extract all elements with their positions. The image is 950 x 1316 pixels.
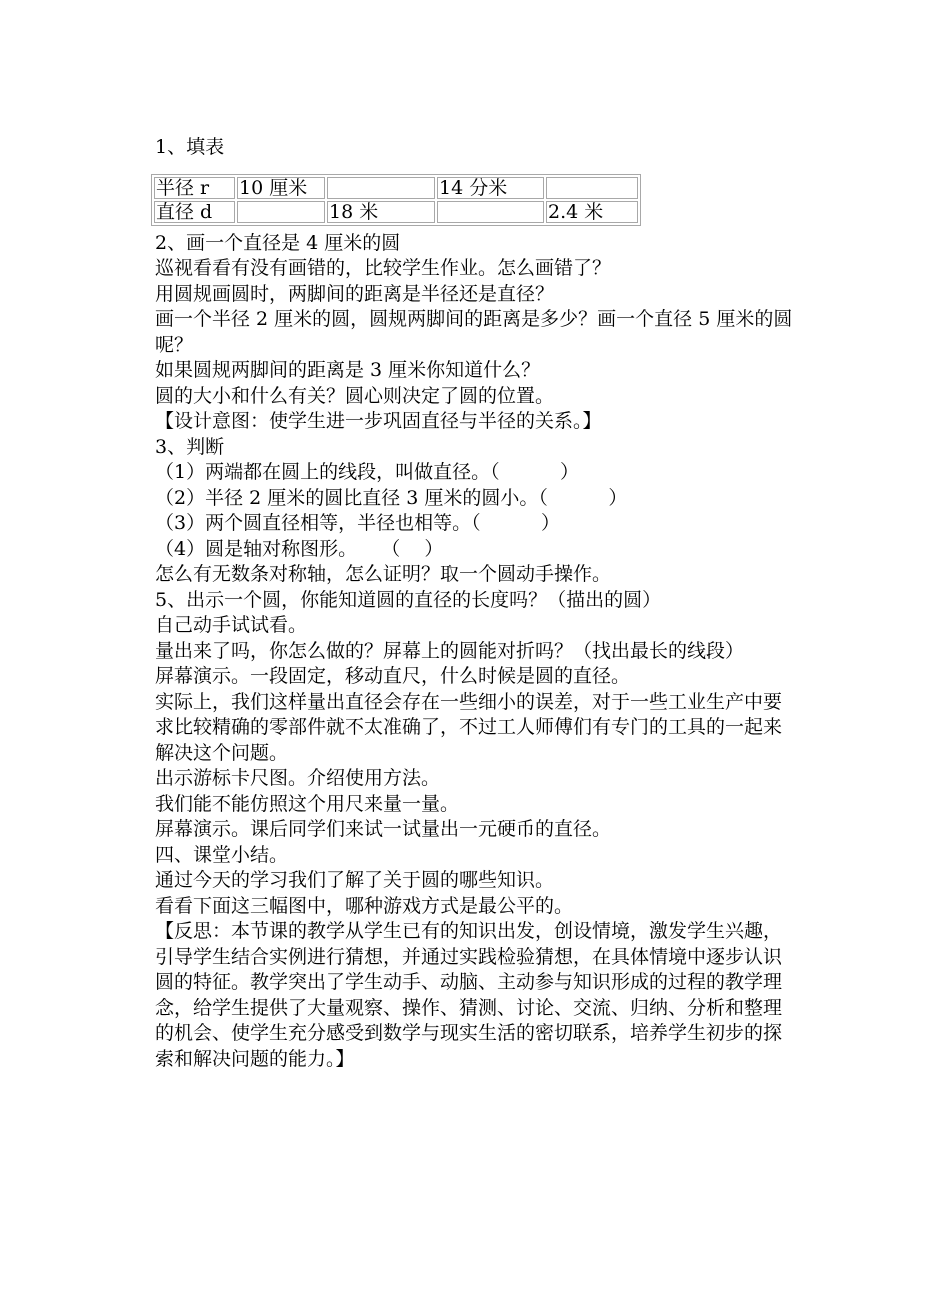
paragraph: 屏幕演示。课后同学们来试一试量出一元硬币的直径。 <box>155 818 612 840</box>
paragraph: 通过今天的学习我们了解了关于圆的哪些知识。 <box>155 869 555 891</box>
paragraph: 屏幕演示。一段固定，移动直尺，什么时候是圆的直径。 <box>155 665 631 687</box>
fill-in-table <box>151 174 641 226</box>
section-5-title: 5、出示一个圆，你能知道圆的直径的长度吗？（描出的圆） <box>155 588 662 611</box>
paragraph: 如果圆规两脚间的距离是 3 厘米你知道什么？ <box>155 359 541 381</box>
paragraph: 看看下面这三幅图中，哪种游戏方式是最公平的。 <box>155 894 574 917</box>
section-3-title: 3、判断 <box>155 435 225 458</box>
table-cell: 10 厘米 <box>237 177 325 199</box>
paragraph: 巡视看看有没有画错的，比较学生作业。怎么画错了？ <box>155 257 612 279</box>
paragraph: 自己动手试试看。 <box>155 614 308 636</box>
section-1-title: 1、填表 <box>155 136 225 158</box>
paragraph: 实际上，我们这样量出直径会存在一些细小的误差，对于一些工业生产中要求比较精确的零部件就不太准确了，不过工人师傅们有专门的工具的一起来解决这个问题。 <box>155 690 783 764</box>
reflection-note: 【反思：本节课的教学从学生已有的知识出发，创设情境，激发学生兴趣，引导学生结合实例进行猜想，并通过实践检验猜想，在具体情境中逐步认识圆的特征。教学突出了学生动手、动脑、主动参与知识形成的过程的教学理念，给学生提供了大量观察、操作、猜测、讨论、交流、归纳、分析和整理的机会、使学生充分感受到数学与现实生活的密切联系，培养学生初步的探索和解决问题的能力。】 <box>155 920 783 1070</box>
section-2-title: 2、画一个直径是 4 厘米的圆 <box>155 231 401 254</box>
table-cell: 14 分米 <box>437 177 544 199</box>
paragraph: 用圆规画圆时，两脚间的距离是半径还是直径？ <box>155 282 555 305</box>
table-row-radius <box>154 177 638 199</box>
table-cell: 直径 d <box>154 201 235 223</box>
document-page <box>155 135 815 1072</box>
paragraph: 圆的大小和什么有关？圆心则决定了圆的位置。 <box>155 384 555 407</box>
table-cell <box>237 201 325 223</box>
judgement-item: （2）半径 2 厘米的圆比直径 3 厘米的圆小。（ ） <box>155 486 628 509</box>
paragraph: 量出来了吗，你怎么做的？屏幕上的圆能对折吗？（找出最长的线段） <box>155 639 745 662</box>
table-cell: 半径 r <box>154 177 235 199</box>
paragraph: 我们能不能仿照这个用尺来量一量。 <box>155 792 460 815</box>
design-intent-note: 【设计意图：使学生进一步巩固直径与半径的关系。】 <box>155 410 602 432</box>
table-row-diameter <box>154 201 638 223</box>
table-cell <box>327 177 435 199</box>
table-cell <box>437 201 544 223</box>
paragraph: 画一个半径 2 厘米的圆，圆规两脚间的距离是多少？画一个直径 5 厘米的圆呢？ <box>155 308 793 356</box>
table-cell: 2.4 米 <box>546 201 638 223</box>
judgement-item: （3）两个圆直径相等，半径也相等。（ ） <box>155 512 560 534</box>
table-cell: 18 米 <box>327 201 435 223</box>
paragraph: 怎么有无数条对称轴，怎么证明？取一个圆动手操作。 <box>155 563 612 585</box>
paragraph: 出示游标卡尺图。介绍使用方法。 <box>155 767 441 789</box>
judgement-item: （4）圆是轴对称图形。 （ ） <box>155 537 444 560</box>
table-cell <box>546 177 638 199</box>
section-summary-title: 四、课堂小结。 <box>155 843 289 866</box>
judgement-item: （1）两端都在圆上的线段，叫做直径。（ ） <box>155 461 579 483</box>
